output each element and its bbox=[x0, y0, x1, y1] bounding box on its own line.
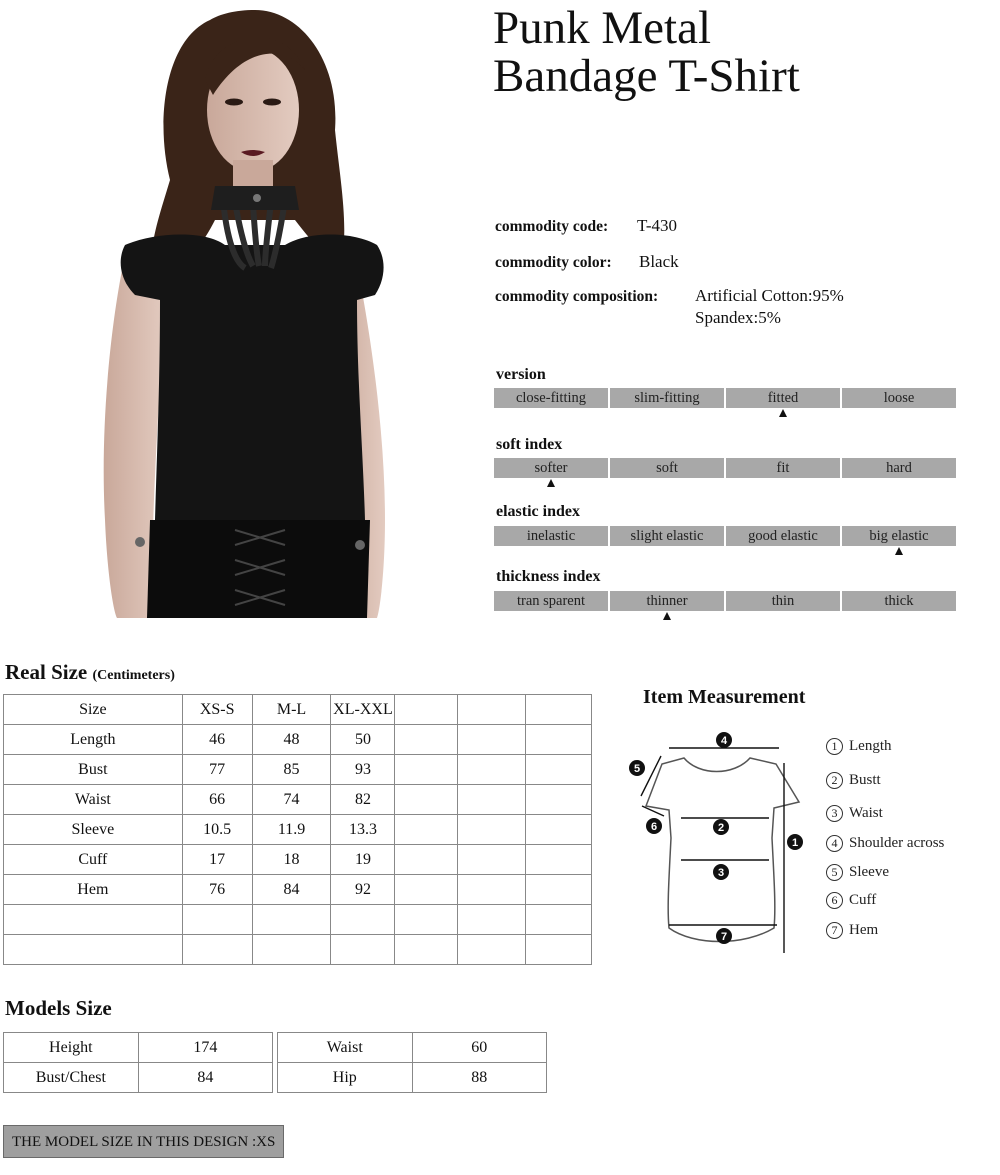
badge-2: 2 bbox=[717, 822, 725, 834]
table-cell bbox=[395, 935, 458, 965]
table-header-cell: M-L bbox=[252, 695, 331, 725]
version-label: version bbox=[496, 366, 546, 383]
selected-marker-icon bbox=[547, 479, 555, 487]
legend-label: Bustt bbox=[849, 772, 881, 788]
table-cell: 92 bbox=[331, 875, 395, 905]
thickness-index-scale bbox=[494, 591, 956, 611]
soft-option: soft bbox=[610, 458, 724, 478]
table-cell: 60 bbox=[412, 1033, 546, 1063]
legend-label: Waist bbox=[849, 805, 883, 821]
table-row bbox=[4, 815, 592, 845]
table-cell bbox=[4, 905, 183, 935]
real-size-unit: (Centimeters) bbox=[92, 668, 175, 683]
table-cell bbox=[526, 905, 592, 935]
table-cell: 84 bbox=[252, 875, 331, 905]
table-cell: 82 bbox=[331, 785, 395, 815]
elastic-option: inelastic bbox=[494, 526, 608, 546]
table-cell bbox=[395, 875, 458, 905]
badge-4: 4 bbox=[720, 735, 728, 747]
models-size-heading: Models Size bbox=[5, 996, 112, 1020]
thickness-option: thin bbox=[726, 591, 840, 611]
table-row bbox=[278, 1033, 547, 1063]
legend-label: Cuff bbox=[849, 892, 877, 908]
table-cell: 74 bbox=[252, 785, 331, 815]
table-header-row bbox=[4, 695, 592, 725]
table-header-cell: XL-XXL bbox=[331, 695, 395, 725]
table-cell bbox=[395, 695, 458, 725]
table-row bbox=[4, 875, 592, 905]
legend-label: Length bbox=[849, 738, 892, 754]
table-cell: 46 bbox=[182, 725, 252, 755]
legend-item bbox=[826, 835, 944, 852]
elastic-index-scale bbox=[494, 526, 956, 546]
table-cell: Bust bbox=[4, 755, 183, 785]
table-cell bbox=[458, 695, 526, 725]
table-cell: Cuff bbox=[4, 845, 183, 875]
legend-label: Sleeve bbox=[849, 864, 889, 880]
table-cell: Waist bbox=[278, 1033, 413, 1063]
table-cell bbox=[458, 815, 526, 845]
table-cell bbox=[331, 935, 395, 965]
legend-item bbox=[826, 805, 883, 822]
table-cell bbox=[458, 845, 526, 875]
legend-item bbox=[826, 892, 876, 909]
table-cell bbox=[395, 725, 458, 755]
table-row bbox=[4, 755, 592, 785]
legend-number: 2 bbox=[826, 772, 843, 789]
badge-5: 5 bbox=[633, 763, 641, 775]
legend-number: 7 bbox=[826, 922, 843, 939]
table-cell bbox=[252, 935, 331, 965]
table-cell bbox=[331, 905, 395, 935]
table-cell bbox=[395, 905, 458, 935]
selected-marker-icon bbox=[895, 547, 903, 555]
soft-option: fit bbox=[726, 458, 840, 478]
spec-composition-line1: Artificial Cotton:95% bbox=[695, 286, 844, 305]
table-cell: Length bbox=[4, 725, 183, 755]
table-cell bbox=[526, 875, 592, 905]
table-cell: 174 bbox=[138, 1033, 272, 1063]
elastic-option: big elastic bbox=[842, 526, 956, 546]
soft-option: hard bbox=[842, 458, 956, 478]
spec-code-value: T-430 bbox=[637, 216, 677, 235]
spec-composition-line2: Spandex:5% bbox=[695, 308, 781, 327]
legend-number: 1 bbox=[826, 738, 843, 755]
table-cell bbox=[458, 755, 526, 785]
thickness-option: tran sparent bbox=[494, 591, 608, 611]
table-cell: 17 bbox=[182, 845, 252, 875]
legend-number: 6 bbox=[826, 892, 843, 909]
spec-code bbox=[495, 216, 677, 236]
table-cell bbox=[395, 755, 458, 785]
table-cell bbox=[395, 815, 458, 845]
table-cell: Sleeve bbox=[4, 815, 183, 845]
table-cell bbox=[458, 785, 526, 815]
legend-number: 3 bbox=[826, 805, 843, 822]
table-cell: 48 bbox=[252, 725, 331, 755]
table-cell bbox=[526, 815, 592, 845]
table-cell: 18 bbox=[252, 845, 331, 875]
table-cell bbox=[458, 875, 526, 905]
table-cell: 93 bbox=[331, 755, 395, 785]
soft-index-scale bbox=[494, 458, 956, 478]
legend-label: Shoulder across bbox=[849, 835, 945, 851]
spec-code-label: commodity code: bbox=[495, 218, 609, 235]
table-row bbox=[4, 785, 592, 815]
table-cell bbox=[526, 695, 592, 725]
table-cell: Bust/Chest bbox=[4, 1063, 139, 1093]
table-cell: 13.3 bbox=[331, 815, 395, 845]
badge-3: 3 bbox=[717, 867, 725, 879]
table-cell bbox=[526, 725, 592, 755]
model-photo bbox=[95, 0, 405, 618]
table-cell: 77 bbox=[182, 755, 252, 785]
table-cell bbox=[4, 935, 183, 965]
table-cell bbox=[526, 935, 592, 965]
version-scale bbox=[494, 388, 956, 408]
table-cell: 50 bbox=[331, 725, 395, 755]
soft-index-label: soft index bbox=[496, 436, 563, 453]
table-cell: 76 bbox=[182, 875, 252, 905]
table-row bbox=[4, 845, 592, 875]
table-row bbox=[4, 935, 592, 965]
real-size-heading bbox=[5, 660, 175, 685]
table-cell: 11.9 bbox=[252, 815, 331, 845]
table-cell bbox=[395, 845, 458, 875]
model-size-note: THE MODEL SIZE IN THIS DESIGN :XS bbox=[3, 1125, 284, 1158]
thickness-option: thinner bbox=[610, 591, 724, 611]
table-row bbox=[4, 905, 592, 935]
elastic-option: good elastic bbox=[726, 526, 840, 546]
table-cell bbox=[182, 905, 252, 935]
table-cell bbox=[395, 785, 458, 815]
product-title bbox=[493, 4, 800, 100]
badge-1: 1 bbox=[791, 837, 799, 849]
real-size-title: Real Size bbox=[5, 660, 88, 684]
table-cell bbox=[252, 905, 331, 935]
table-cell: 10.5 bbox=[182, 815, 252, 845]
item-measurement-heading: Item Measurement bbox=[643, 686, 806, 708]
table-cell: Waist bbox=[4, 785, 183, 815]
version-option: slim-fitting bbox=[610, 388, 724, 408]
measure-badges bbox=[629, 732, 803, 944]
table-cell: 88 bbox=[412, 1063, 546, 1093]
legend-item bbox=[826, 738, 892, 755]
version-option: close-fitting bbox=[494, 388, 608, 408]
table-cell bbox=[182, 935, 252, 965]
spec-color-label: commodity color: bbox=[495, 254, 612, 271]
table-cell: 19 bbox=[331, 845, 395, 875]
legend-item bbox=[826, 772, 881, 789]
table-cell bbox=[458, 935, 526, 965]
elastic-index-label: elastic index bbox=[496, 503, 580, 520]
spec-color-value: Black bbox=[639, 252, 679, 271]
models-size-table-left bbox=[3, 1032, 273, 1093]
spec-composition-label: commodity composition: bbox=[495, 288, 659, 305]
models-size-table-right bbox=[277, 1032, 547, 1093]
spec-color bbox=[495, 252, 679, 272]
tshirt-diagram bbox=[624, 728, 809, 958]
table-header-cell: Size bbox=[4, 695, 183, 725]
version-option: loose bbox=[842, 388, 956, 408]
table-row bbox=[4, 1033, 273, 1063]
elastic-option: slight elastic bbox=[610, 526, 724, 546]
table-cell: 84 bbox=[138, 1063, 272, 1093]
title-line-2: Bandage T-Shirt bbox=[493, 50, 800, 102]
table-cell: 85 bbox=[252, 755, 331, 785]
table-row bbox=[4, 1063, 273, 1093]
version-option: fitted bbox=[726, 388, 840, 408]
table-cell bbox=[458, 725, 526, 755]
selected-marker-icon bbox=[779, 409, 787, 417]
selected-marker-icon bbox=[663, 612, 671, 620]
table-cell: Hip bbox=[278, 1063, 413, 1093]
table-cell bbox=[526, 785, 592, 815]
legend-number: 4 bbox=[826, 835, 843, 852]
table-cell: Hem bbox=[4, 875, 183, 905]
real-size-table bbox=[3, 694, 592, 965]
legend-item bbox=[826, 864, 889, 881]
table-row bbox=[278, 1063, 547, 1093]
spec-composition bbox=[495, 286, 895, 327]
title-line-1: Punk Metal bbox=[493, 2, 712, 54]
table-row bbox=[4, 725, 592, 755]
badge-6: 6 bbox=[650, 821, 658, 833]
legend-item bbox=[826, 922, 878, 939]
thickness-index-label: thickness index bbox=[496, 568, 601, 585]
legend-number: 5 bbox=[826, 864, 843, 881]
thickness-option: thick bbox=[842, 591, 956, 611]
table-cell bbox=[526, 845, 592, 875]
table-cell: Height bbox=[4, 1033, 139, 1063]
badge-7: 7 bbox=[720, 931, 728, 943]
table-cell: 66 bbox=[182, 785, 252, 815]
table-cell bbox=[526, 755, 592, 785]
legend-label: Hem bbox=[849, 922, 879, 938]
table-cell bbox=[458, 905, 526, 935]
soft-option: softer bbox=[494, 458, 608, 478]
table-header-cell: XS-S bbox=[182, 695, 252, 725]
